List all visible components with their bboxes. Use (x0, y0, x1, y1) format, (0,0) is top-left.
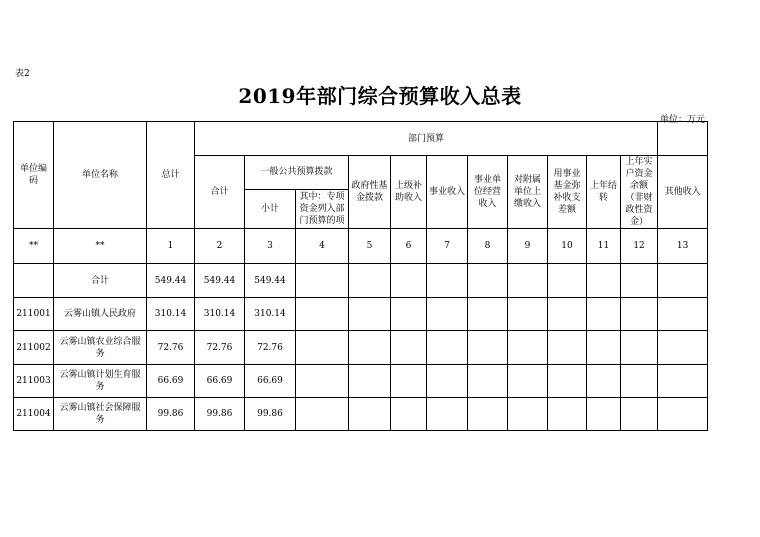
subtotal-value: 549.44 (245, 264, 296, 298)
header-general-budget: 一般公共预算拨款 (245, 156, 349, 190)
empty-cell (391, 298, 427, 331)
unit-name: 合计 (54, 264, 147, 298)
empty-cell (508, 298, 548, 331)
index-cell: 4 (296, 229, 349, 264)
budget-revenue-table (13, 121, 708, 431)
empty-cell (508, 264, 548, 298)
empty-cell (508, 365, 548, 398)
empty-cell (296, 365, 349, 398)
empty-cell (658, 264, 708, 298)
sum-value: 72.76 (195, 331, 245, 365)
total-value: 99.86 (147, 398, 195, 431)
empty-cell (349, 331, 391, 365)
empty-cell (658, 365, 708, 398)
empty-cell (349, 298, 391, 331)
table-row (14, 298, 708, 331)
empty-cell (621, 298, 658, 331)
total-value: 549.44 (147, 264, 195, 298)
unit-code: 211002 (14, 331, 54, 365)
empty-cell (296, 398, 349, 431)
empty-cell (658, 398, 708, 431)
header-unit-code: 单位编码 (14, 122, 54, 229)
empty-cell (427, 264, 468, 298)
empty-cell (548, 398, 587, 431)
empty-cell (548, 365, 587, 398)
sum-value: 66.69 (195, 365, 245, 398)
index-cell: 3 (245, 229, 296, 264)
empty-cell (391, 398, 427, 431)
header-carryover: 上年结转 (587, 156, 621, 229)
header-other-income: 其他收入 (658, 156, 708, 229)
index-cell: ** (54, 229, 147, 264)
empty-cell (391, 264, 427, 298)
table-row (14, 331, 708, 365)
header-subtotal: 小计 (245, 189, 296, 228)
subtotal-value: 66.69 (245, 365, 296, 398)
header-unit-name: 单位名称 (54, 122, 147, 229)
form-tag: 表2 (15, 69, 30, 79)
unit-code (14, 264, 54, 298)
empty-cell (427, 331, 468, 365)
empty-cell (621, 398, 658, 431)
empty-cell (349, 365, 391, 398)
empty-cell (391, 331, 427, 365)
empty-cell (468, 298, 508, 331)
unit-name: 云雾山镇人民政府 (54, 298, 147, 331)
total-value: 66.69 (147, 365, 195, 398)
total-value: 310.14 (147, 298, 195, 331)
empty-cell (391, 365, 427, 398)
empty-cell (296, 264, 349, 298)
empty-cell (349, 264, 391, 298)
index-cell: 10 (548, 229, 587, 264)
index-cell: 11 (587, 229, 621, 264)
empty-cell (587, 298, 621, 331)
index-cell: 8 (468, 229, 508, 264)
empty-cell (621, 264, 658, 298)
unit-code: 211003 (14, 365, 54, 398)
empty-cell (468, 331, 508, 365)
empty-cell (621, 365, 658, 398)
sum-value: 99.86 (195, 398, 245, 431)
index-cell: 5 (349, 229, 391, 264)
empty-cell (468, 398, 508, 431)
unit-name: 云雾山镇农业综合服务 (54, 331, 147, 365)
empty-cell (587, 398, 621, 431)
empty-cell (658, 331, 708, 365)
empty-cell (427, 365, 468, 398)
header-career-income: 事业收入 (427, 156, 468, 229)
empty-cell (621, 331, 658, 365)
empty-cell (427, 298, 468, 331)
sum-value: 310.14 (195, 298, 245, 331)
empty-cell (296, 331, 349, 365)
index-cell: 6 (391, 229, 427, 264)
index-cell: 1 (147, 229, 195, 264)
empty-cell (349, 398, 391, 431)
empty-cell (296, 298, 349, 331)
empty-cell (508, 398, 548, 431)
empty-cell (548, 264, 587, 298)
unit-code: 211001 (14, 298, 54, 331)
index-cell: 7 (427, 229, 468, 264)
index-cell: ** (14, 229, 54, 264)
header-business-income: 事业单位经营收入 (468, 156, 508, 229)
header-superior-subsidy: 上级补助收入 (391, 156, 427, 229)
subtotal-value: 99.86 (245, 398, 296, 431)
empty-cell (548, 331, 587, 365)
page-title: 2019年部门综合预算收入总表 (238, 84, 522, 108)
header-total: 总计 (147, 122, 195, 229)
subtotal-value: 72.76 (245, 331, 296, 365)
index-cell: 13 (658, 229, 708, 264)
header-prior-balance: 上年实户资金余额（非财政性资金） (621, 156, 658, 229)
header-affiliated-income: 对附属单位上缴收入 (508, 156, 548, 229)
empty-cell (587, 331, 621, 365)
index-cell: 12 (621, 229, 658, 264)
header-blank (658, 122, 708, 156)
sum-value: 549.44 (195, 264, 245, 298)
header-fund-offset: 用事业基金弥补收支差额 (548, 156, 587, 229)
unit-label: 单位：万元 (659, 115, 705, 125)
subtotal-value: 310.14 (245, 298, 296, 331)
empty-cell (587, 365, 621, 398)
unit-code: 211004 (14, 398, 54, 431)
empty-cell (468, 264, 508, 298)
empty-cell (658, 298, 708, 331)
header-sum: 合计 (195, 156, 245, 229)
empty-cell (587, 264, 621, 298)
header-dept-budget: 部门预算 (195, 122, 658, 156)
empty-cell (548, 298, 587, 331)
table-row (14, 398, 708, 431)
header-gov-fund: 政府性基金拨款 (349, 156, 391, 229)
index-cell: 9 (508, 229, 548, 264)
empty-cell (508, 331, 548, 365)
unit-name: 云雾山镇计划生育服务 (54, 365, 147, 398)
empty-cell (468, 365, 508, 398)
header-special-funds: 其中：专项资金列入部门预算的项 (296, 189, 349, 228)
unit-name: 云雾山镇社会保障服务 (54, 398, 147, 431)
table-row (14, 264, 708, 298)
table-row (14, 365, 708, 398)
empty-cell (427, 398, 468, 431)
total-value: 72.76 (147, 331, 195, 365)
index-cell: 2 (195, 229, 245, 264)
